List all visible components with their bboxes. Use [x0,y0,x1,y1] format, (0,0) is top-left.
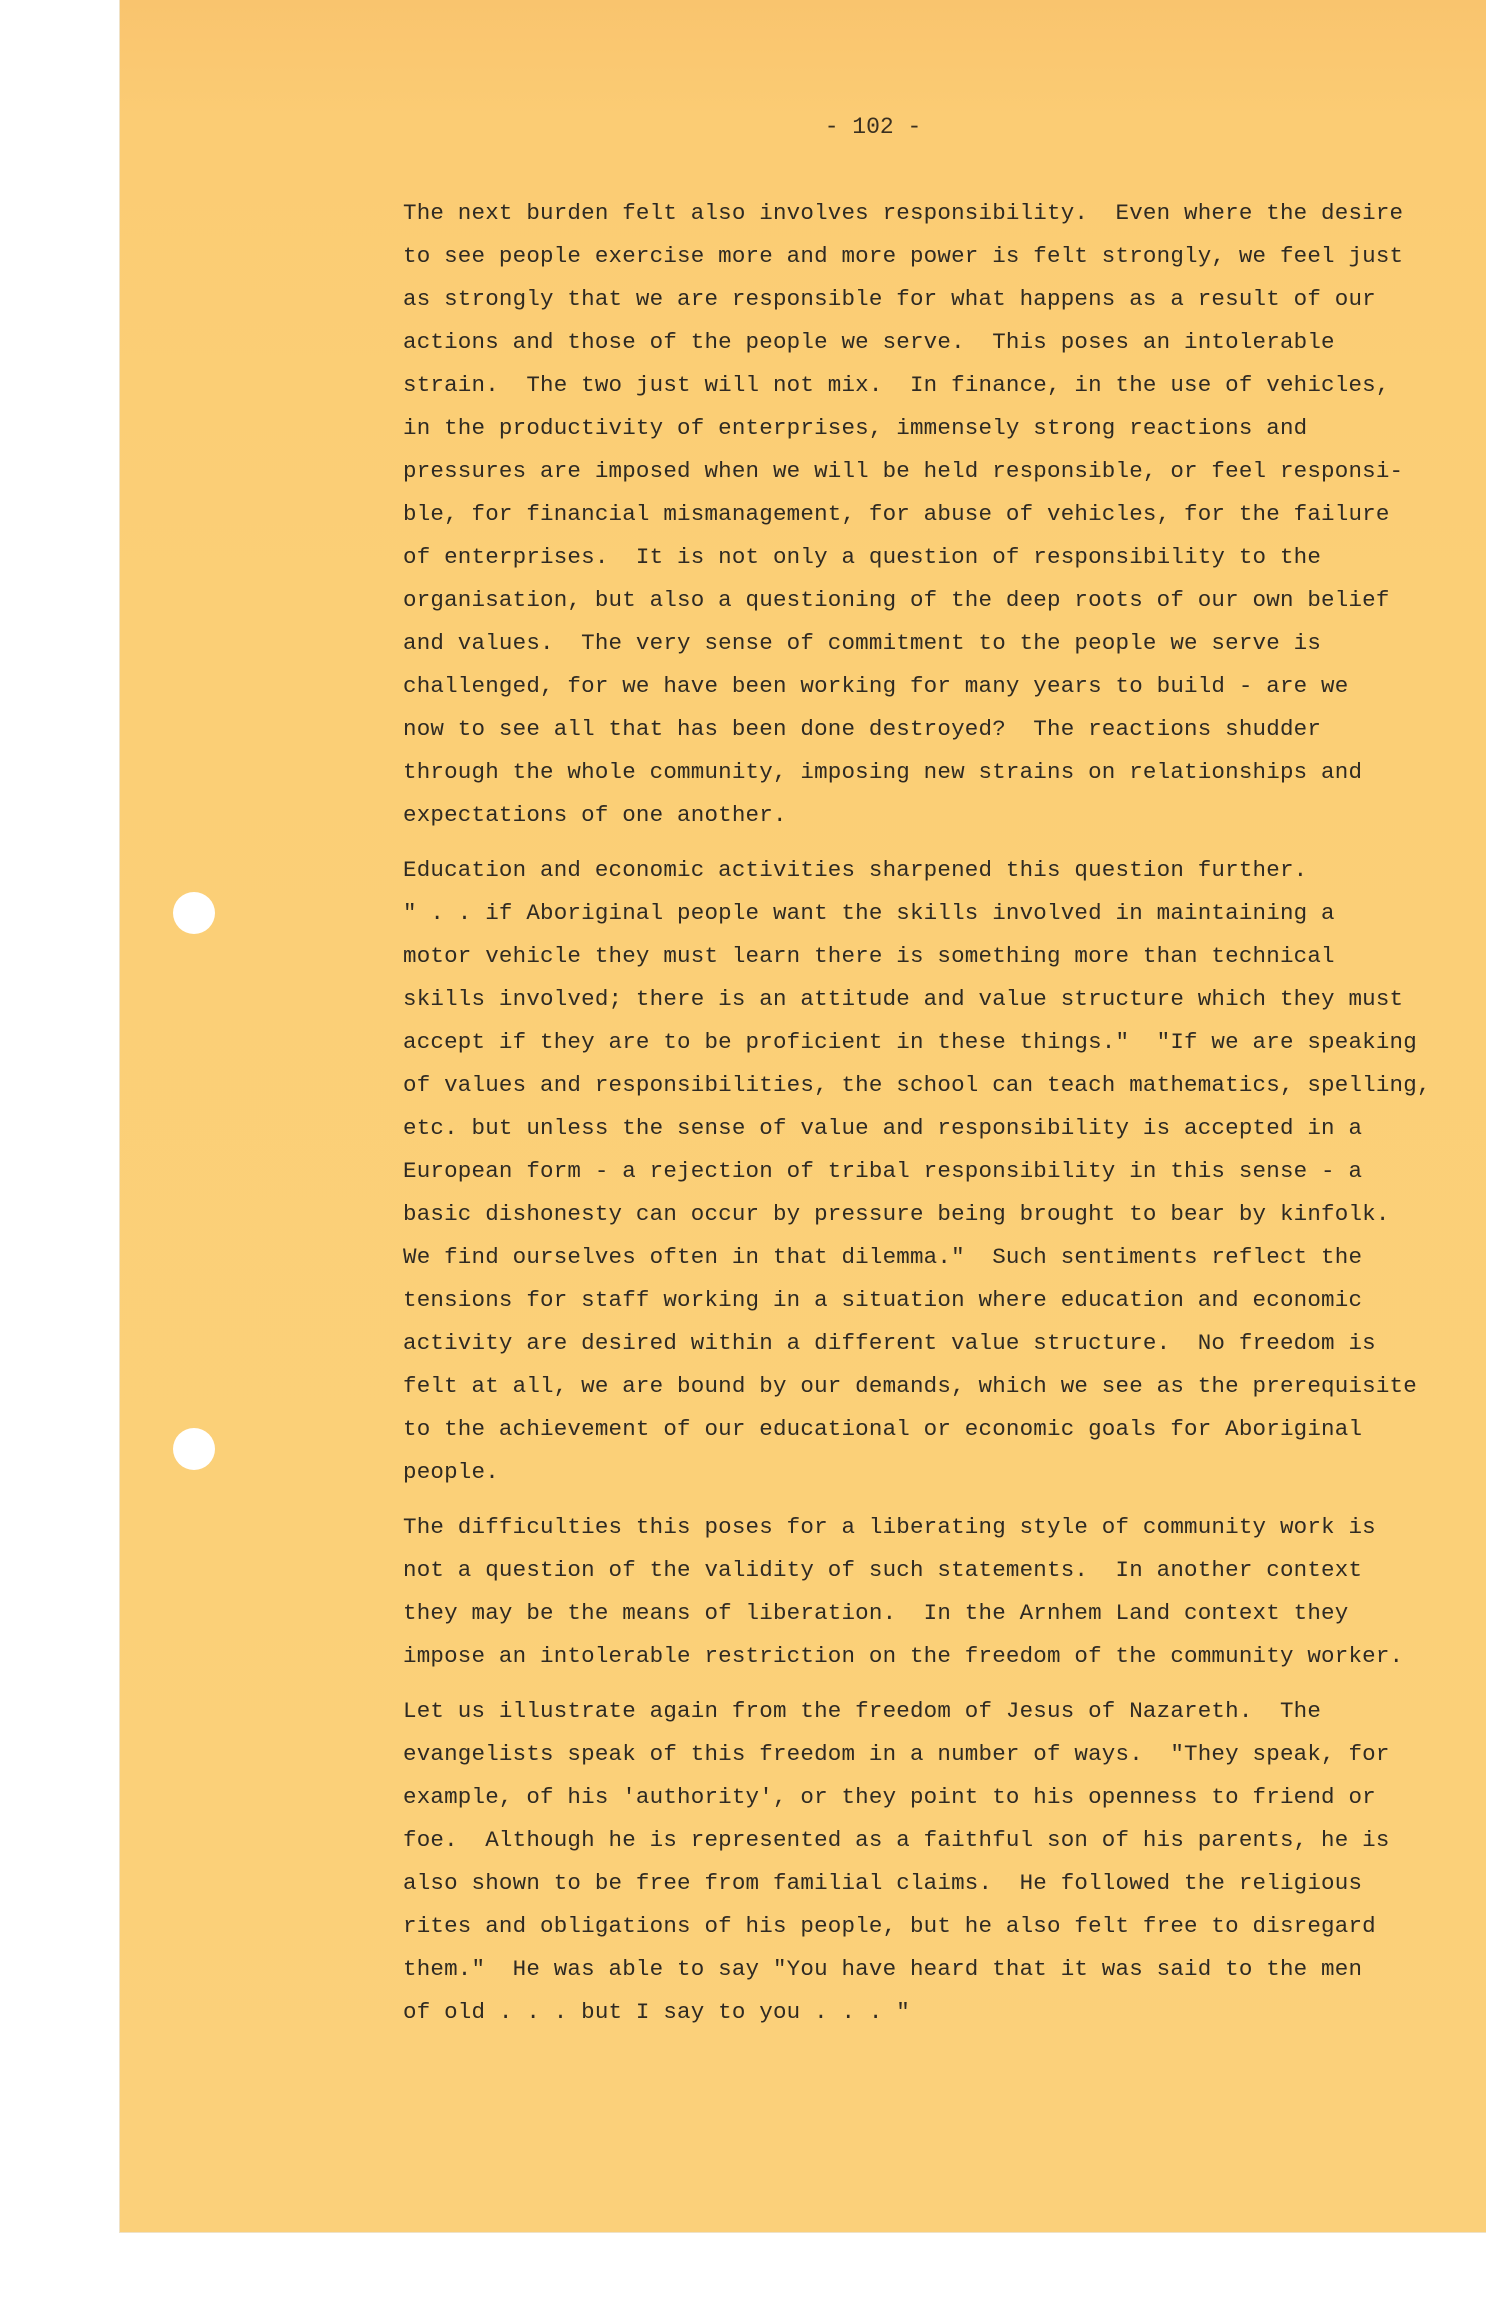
text-line: example, of his 'authority', or they point to his openness to friend or [403,1784,1376,1810]
paragraph [403,849,1463,1494]
text-line: actions and those of the people we serve. This poses an intolerable [403,329,1335,355]
punch-hole-top [173,892,215,934]
text-line: in the productivity of enterprises, immensely strong reactions and [403,415,1308,441]
text-line: basic dishonesty can occur by pressure being brought to bear by kinfolk. [403,1201,1390,1227]
text-line: expectations of one another. [403,802,787,828]
punch-hole-bottom [173,1428,215,1470]
text-line: them." He was able to say "You have heard that it was said to the men [403,1956,1363,1982]
text-line: foe. Although he is represented as a faithful son of his parents, he is [403,1827,1390,1853]
text-line: activity are desired within a different value structure. No freedom is [403,1330,1376,1356]
text-line: etc. but unless the sense of value and responsibility is accepted in a [403,1115,1363,1141]
text-line: evangelists speak of this freedom in a number of ways. "They speak, for [403,1741,1390,1767]
text-line: to the achievement of our educational or economic goals for Aboriginal [403,1416,1363,1442]
text-line: accept if they are to be proficient in these things." "If we are speaking [403,1029,1417,1055]
text-line: Let us illustrate again from the freedom of Jesus of Nazareth. The [403,1698,1322,1724]
text-line: also shown to be free from familial claims. He followed the religious [403,1870,1363,1896]
text-line: through the whole community, imposing new strains on relationships and [403,759,1363,785]
text-line: skills involved; there is an attitude and value structure which they must [403,986,1404,1012]
text-line: not a question of the validity of such statements. In another context [403,1557,1363,1583]
page-number [0,114,1366,140]
page-number-text: - 102 - [824,114,922,140]
text-line: people. [403,1459,499,1485]
text-line: motor vehicle they must learn there is something more than technical [403,943,1335,969]
paragraph [403,1690,1463,2034]
text-line: Education and economic activities sharpened this question further. [403,857,1308,883]
text-line: European form - a rejection of tribal responsibility in this sense - a [403,1158,1363,1184]
text-line: now to see all that has been done destroyed? The reactions shudder [403,716,1322,742]
paragraph [403,1506,1463,1678]
text-line: they may be the means of liberation. In the Arnhem Land context they [403,1600,1349,1626]
text-line: The next burden felt also involves responsibility. Even where the desire [403,200,1404,226]
text-line: challenged, for we have been working for many years to build - are we [403,673,1349,699]
paragraph [403,192,1463,837]
text-line: and values. The very sense of commitment to the people we serve is [403,630,1322,656]
text-line: impose an intolerable restriction on the freedom of the community worker. [403,1643,1404,1669]
text-line: The difficulties this poses for a liberating style of community work is [403,1514,1376,1540]
text-line: of enterprises. It is not only a question of responsibility to the [403,544,1322,570]
text-line: ble, for financial mismanagement, for abuse of vehicles, for the failure [403,501,1390,527]
text-line: as strongly that we are responsible for what happens as a result of our [403,286,1376,312]
text-line: " . . if Aboriginal people want the skills involved in maintaining a [403,900,1335,926]
text-line: rites and obligations of his people, but he also felt free to disregard [403,1913,1376,1939]
text-line: to see people exercise more and more power is felt strongly, we feel just [403,243,1404,269]
text-line: organisation, but also a questioning of the deep roots of our own belief [403,587,1390,613]
text-line: of values and responsibilities, the school can teach mathematics, spelling, [403,1072,1431,1098]
text-line: pressures are imposed when we will be held responsible, or feel responsi- [403,458,1404,484]
text-line: felt at all, we are bound by our demands, which we see as the prerequisite [403,1373,1417,1399]
text-line: strain. The two just will not mix. In finance, in the use of vehicles, [403,372,1390,398]
text-line: of old . . . but I say to you . . . " [403,1999,910,2025]
text-line: tensions for staff working in a situation where education and economic [403,1287,1363,1313]
body-text [403,192,1463,2046]
text-line: We find ourselves often in that dilemma." Such sentiments reflect the [403,1244,1363,1270]
